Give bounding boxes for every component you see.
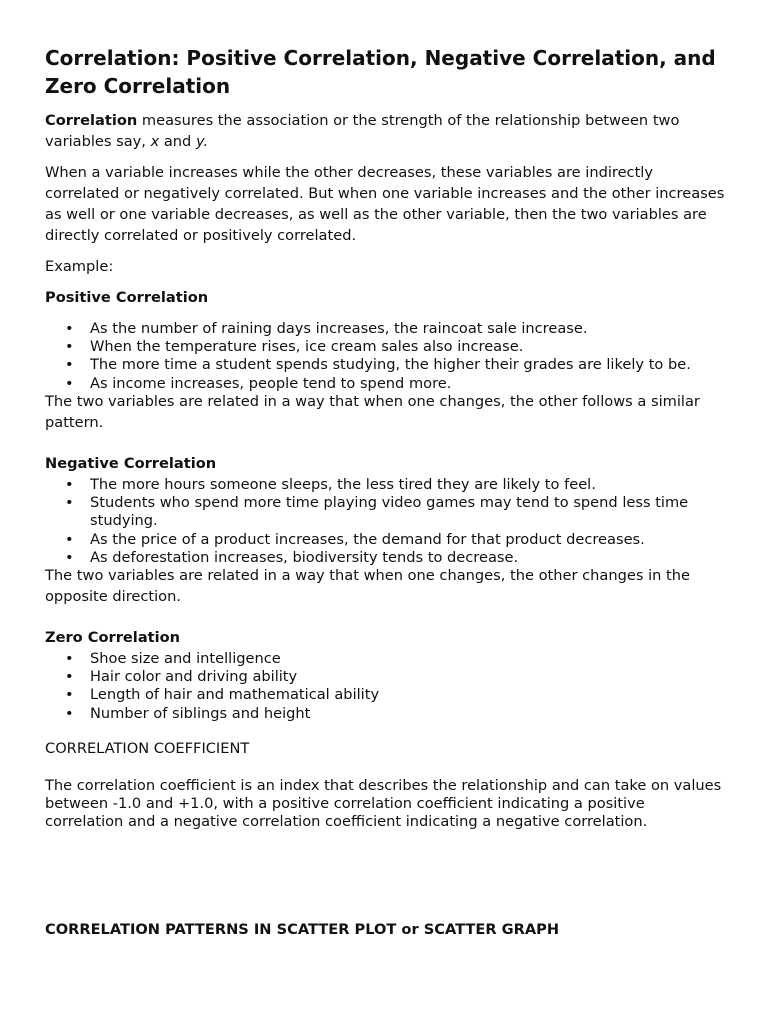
correlation-term: Correlation (45, 112, 138, 129)
intro-text: measures the association or the strength of the relationship between two variables say, (45, 112, 680, 150)
bullet-icon: • (65, 704, 74, 722)
bullet-icon: • (65, 494, 74, 512)
bullet-icon: • (65, 530, 74, 548)
positive-correlation-list (45, 320, 735, 393)
list-item: • As the price of a product increases, the demand for that product decreases. (65, 530, 645, 548)
intro-paragraph (45, 110, 725, 152)
variable-x: x (150, 133, 160, 150)
list-item: • As the number of raining days increases, the raincoat sale increase. (65, 320, 588, 337)
bullet-icon: • (65, 650, 74, 667)
zero-correlation-heading: Zero Correlation (45, 629, 181, 646)
bullet-icon: • (65, 476, 74, 493)
direction-paragraph: When a variable increases while the other decreases, these variables are indirectly correlated or negatively correlated. But when one variable increases and the other increases as well or one variable decreases, as well as the other variable, then the two variables are directly correlated or positively correlated. (45, 164, 725, 244)
bullet-icon: • (65, 320, 74, 337)
list-item: • Length of hair and mathematical ability (65, 686, 380, 704)
list-item: • Students who spend more time playing video games may tend to spend less time studying. (65, 494, 689, 530)
bullet-icon: • (65, 548, 74, 566)
list-item: • When the temperature rises, ice cream sales also increase. (65, 338, 524, 356)
coefficient-paragraph: The correlation coefficient is an index that describes the relationship and can take on values between -1.0 and +1.0, with a positive correlation coefficient indicating a positive correlation and a negative correlation coefficient indicating a negative correlation. (45, 777, 722, 831)
bullet-icon: • (65, 668, 74, 686)
positive-correlation-heading: Positive Correlation (45, 289, 209, 306)
list-item: • The more time a student spends studying, the higher their grades are likely to be. (65, 356, 691, 374)
list-item: • Shoe size and intelligence (65, 650, 281, 667)
zero-correlation-list (45, 650, 735, 723)
bullet-icon: • (65, 686, 74, 704)
intro-and: and (159, 133, 196, 150)
list-item: • The more hours someone sleeps, the less tired they are likely to feel. (65, 476, 596, 493)
list-item: • Hair color and driving ability (65, 668, 298, 686)
negative-correlation-list (45, 476, 735, 567)
positive-summary: The two variables are related in a way that when one changes, the other follows a similar pattern. (45, 393, 700, 431)
list-item: • Number of siblings and height (65, 704, 311, 722)
list-item: • As income increases, people tend to spend more. (65, 374, 452, 392)
example-label: Example: (45, 258, 114, 275)
bullet-icon: • (65, 374, 74, 392)
correlation-coefficient-heading: CORRELATION COEFFICIENT (45, 740, 250, 757)
bullet-icon: • (65, 338, 74, 356)
negative-correlation-heading: Negative Correlation (45, 455, 217, 472)
document-title: Correlation: Positive Correlation, Negative Correlation, and Zero Correlation (45, 46, 716, 98)
bullet-icon: • (65, 356, 74, 374)
scatter-plot-heading: CORRELATION PATTERNS IN SCATTER PLOT or SCATTER GRAPH (45, 921, 560, 938)
negative-summary: The two variables are related in a way that when one changes, the other changes in the opposite direction. (45, 567, 690, 605)
variable-y: y. (195, 133, 209, 150)
list-item: • As deforestation increases, biodiversity tends to decrease. (65, 548, 519, 566)
